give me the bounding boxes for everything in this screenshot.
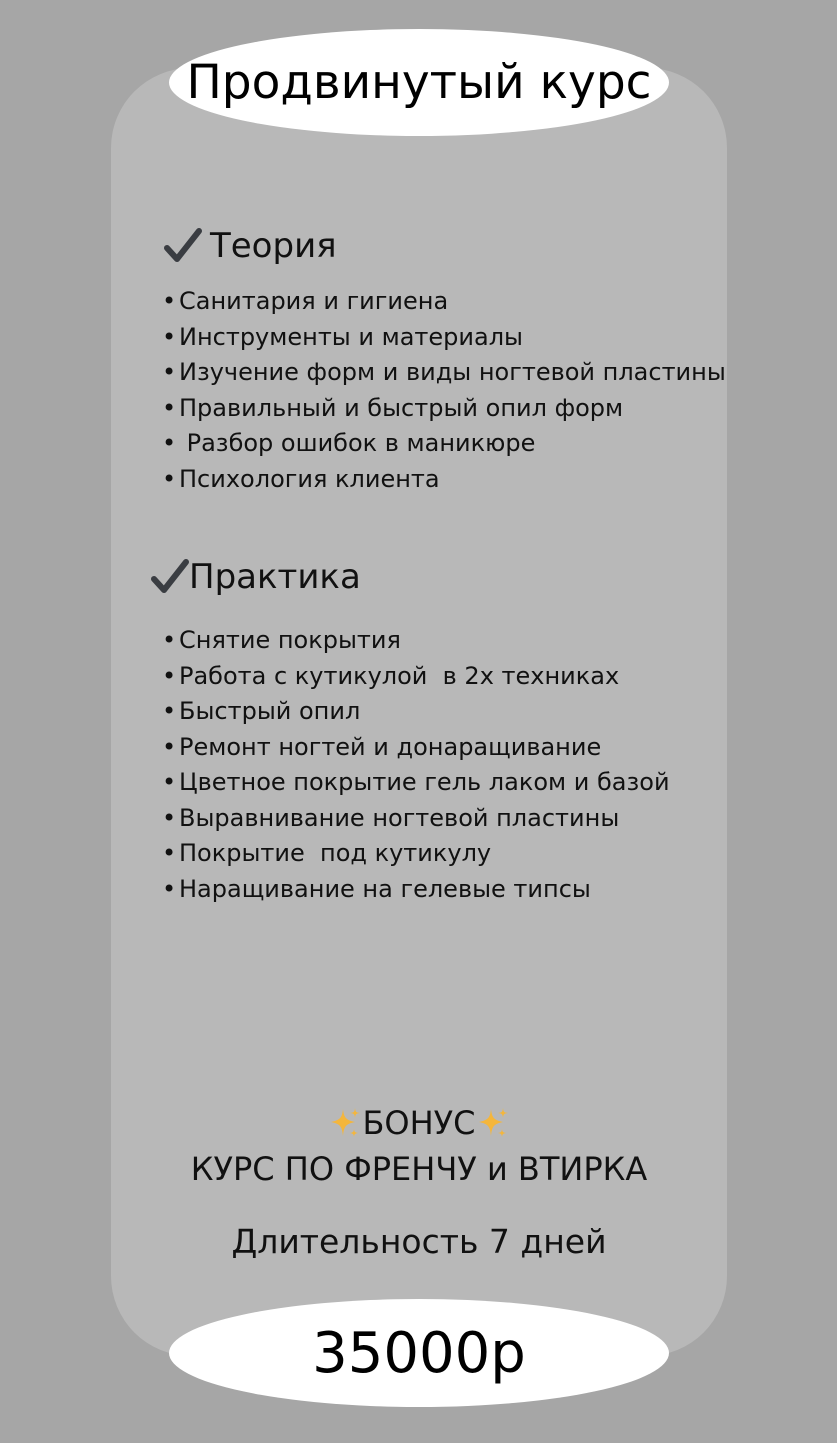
list-item — [162, 623, 670, 659]
list-item — [162, 391, 726, 427]
sparkles-icon — [476, 1106, 510, 1140]
list-item — [162, 730, 670, 766]
bullet: • — [162, 661, 177, 690]
practice-list — [162, 623, 670, 907]
bullet: • — [162, 358, 177, 386]
price-pill — [169, 1299, 669, 1407]
check-icon — [151, 558, 189, 596]
list-item — [162, 320, 726, 356]
list-item-text: Разбор ошибок в маникюре — [179, 429, 536, 457]
check-icon — [164, 227, 202, 265]
bullet: • — [162, 626, 177, 654]
list-item-text: Ремонт ногтей и донаращивание — [179, 732, 602, 761]
list-item — [162, 659, 670, 695]
list-item — [162, 426, 726, 462]
list-item-text: Правильный и быстрый опил форм — [179, 393, 624, 422]
list-item — [162, 284, 726, 320]
duration-text: Длительность 7 дней — [231, 1222, 607, 1261]
theory-list — [162, 284, 726, 497]
page-title: Продвинутый курс — [186, 55, 652, 110]
bullet: • — [162, 393, 177, 422]
theory-heading — [164, 226, 337, 266]
list-item — [162, 836, 670, 872]
list-item — [162, 355, 726, 391]
bullet: • — [162, 322, 177, 351]
practice-title: Практика — [189, 557, 361, 597]
bullet: • — [162, 429, 177, 457]
list-item — [162, 462, 726, 498]
list-item-text: Цветное покрытие гель лаком и базой — [179, 768, 670, 796]
bullet: • — [162, 768, 177, 796]
list-item-text: Санитария и гигиена — [179, 287, 449, 315]
bonus-course: КУРС ПО ФРЕНЧУ и ВТИРКА — [190, 1150, 648, 1188]
list-item — [162, 872, 670, 908]
list-item-text: Покрытие под кутикулу — [179, 839, 492, 867]
list-item-text: Изучение форм и виды ногтевой пластины — [179, 358, 726, 386]
bullet: • — [162, 874, 177, 903]
list-item-text: Быстрый опил — [179, 697, 361, 725]
list-item-text: Наращивание на гелевые типсы — [179, 874, 591, 903]
bullet: • — [162, 464, 177, 493]
list-item-text: Инструменты и материалы — [179, 322, 523, 351]
bullet: • — [162, 287, 177, 315]
bullet: • — [162, 697, 177, 725]
bullet: • — [162, 803, 177, 832]
bullet: • — [162, 839, 177, 867]
price-text: 35000р — [312, 1320, 526, 1386]
bullet: • — [162, 732, 177, 761]
title-pill — [169, 29, 669, 136]
list-item — [162, 765, 670, 801]
list-item — [162, 801, 670, 837]
list-item-text: Психология клиента — [179, 464, 440, 493]
bonus-label: БОНУС — [362, 1104, 476, 1142]
list-item-text: Выравнивание ногтевой пластины — [179, 803, 620, 832]
bonus-line — [111, 1104, 727, 1142]
sparkles-icon — [328, 1106, 362, 1140]
practice-heading — [151, 557, 361, 597]
list-item-text: Снятие покрытия — [179, 626, 401, 654]
theory-title: Теория — [210, 226, 337, 266]
list-item-text: Работа с кутикулой в 2х техниках — [179, 661, 620, 690]
list-item — [162, 694, 670, 730]
